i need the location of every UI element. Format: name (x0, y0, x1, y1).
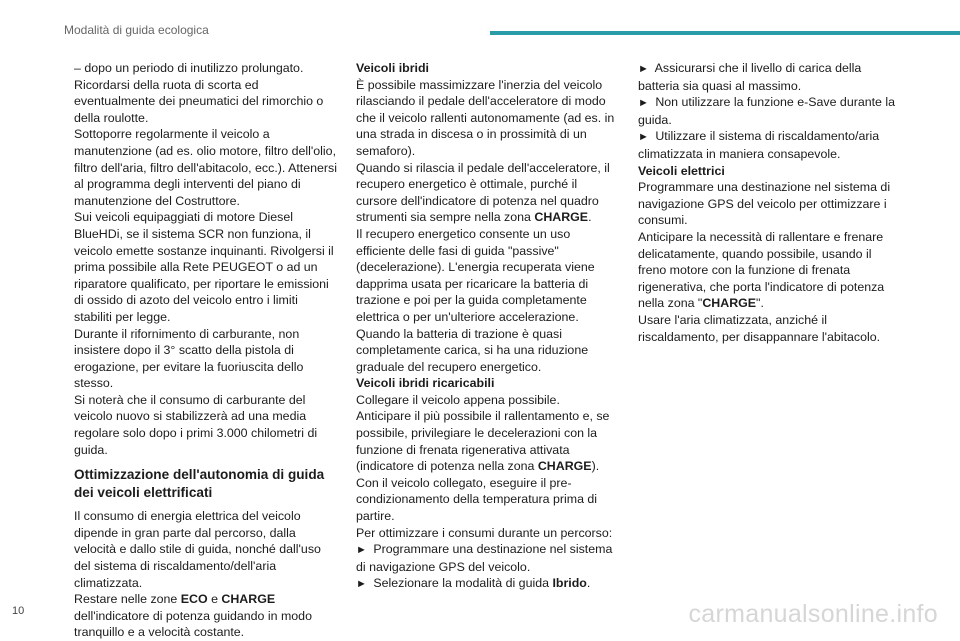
paragraph: Quando la batteria di trazione è quasi completamente carica, si ha una riduzione graduale del recupero energetico. (356, 326, 589, 374)
arrow-bullet-icon: ► (356, 578, 367, 591)
paragraph: Il consumo di energia elettrica del veicolo dipende in gran parte dal percorso, dalla velocità e dallo stile di guida, nonché dall'uso del sistema di riscaldamento/dell'aria climatizzata. (74, 509, 321, 590)
charge-label: CHARGE (537, 459, 592, 474)
paragraph: Sui veicoli equipaggiati di motore Diesel BlueHDi, se il sistema SCR non funziona, il veicolo emette sostanze inquinanti. Rivolgersi il prima possibile alla Rete PEUGEOT o ad un riparatore qualificato, per riportare le emissioni di ossido di azoto del veicolo entro i limiti stabiliti per legge. (74, 210, 334, 324)
subheading-hybrid: Veicoli ibridi (356, 61, 429, 75)
paragraph: Programmare una destinazione nel sistema di navigazione GPS del veicolo per ottimizzare i consumi. (638, 180, 891, 228)
paragraph: Si noterà che il consumo di carburante del veicolo nuovo si stabilizzerà ad una media regolare solo dopo i primi 3.000 chilometri di guida. (74, 392, 318, 457)
paragraph: Durante il rifornimento di carburante, non insistere dopo il 3° scatto della pistola di erogazione, per evitare la fuoriuscita dello stesso. (74, 326, 304, 391)
section-title: Modalità di guida ecologica (64, 23, 209, 37)
watermark: carmanualsonline.info (688, 600, 938, 628)
bullet-item: ► Assicurarsi che il livello di carica della batteria sia quasi al massimo. (638, 61, 862, 93)
arrow-bullet-icon: ► (638, 97, 649, 110)
paragraph: Restare nelle zone ECO e CHARGE dell'indicatore di potenza guidando in modo tranquillo e a velocità costante. (74, 592, 312, 640)
paragraph: Collegare il veicolo appena possibile. (356, 392, 560, 407)
section-heading: Ottimizzazione dell'autonomia di guida dei veicoli elettrificati (74, 467, 325, 500)
subheading-plugin-hybrid: Veicoli ibridi ricaricabili (356, 376, 495, 391)
bullet-item: ► Utilizzare il sistema di riscaldamento/aria climatizzata in maniera consapevole. (638, 129, 880, 161)
paragraph: Sottoporre regolarmente il veicolo a manutenzione (ad es. olio motore, filtro dell'olio, filtro dell'aria, filtro dell'abitacolo, ecc.). Attenersi al programma degli interventi del piano di manutenzione del Costruttore. (74, 127, 337, 208)
bullet-item: ► Selezionare la modalità di guida Ibrido. (356, 576, 591, 591)
arrow-bullet-icon: ► (638, 63, 649, 75)
column-3 (638, 60, 902, 345)
column-1 (74, 60, 338, 641)
charge-label: CHARGE (221, 592, 276, 607)
eco-label: ECO (180, 592, 208, 607)
subheading-electric: Veicoli elettrici (638, 163, 725, 178)
header-accent-bar (490, 31, 960, 35)
bullet-item: ► Non utilizzare la funzione e-Save durante la guida. (638, 95, 896, 127)
paragraph: Il recupero energetico consente un uso efficiente delle fasi di guida "passive" (decelerazione). L'energia recuperata viene dapprima usata per ricaricare la batteria di trazione e poi per la guida completamente elettrica o per un'ulteriore accelerazione. (356, 226, 595, 324)
charge-label: CHARGE (534, 210, 589, 225)
arrow-bullet-icon: ► (356, 544, 367, 557)
ibrido-label: Ibrido (552, 576, 587, 591)
page-number: 10 (12, 605, 25, 617)
paragraph: Quando si rilascia il pedale dell'acceleratore, il recupero energetico è ottimale, purché il cursore dell'indicatore di potenza nel quadro strumenti sia sempre nella zona CHARGE. (356, 160, 610, 225)
paragraph: Con il veicolo collegato, eseguire il pre-condizionamento della temperatura prima di partire. (356, 475, 598, 524)
paragraph: Usare l'aria climatizzata, anziché il riscaldamento, per disappannare l'abitacolo. (638, 312, 881, 344)
paragraph: – dopo un periodo di inutilizzo prolungato. Ricordarsi della ruota di scorta ed eventualmente dei pneumatici del rimorchio o della roulotte. (74, 61, 324, 125)
paragraph: È possibile massimizzare l'inerzia del veicolo rilasciando il pedale dell'acceleratore di modo che il veicolo rallenti autonomamente (ad es. in una strada in discesa o in prossimità di un semaforo). (356, 77, 615, 158)
charge-label: CHARGE (702, 296, 757, 311)
bullet-item: ► Programmare una destinazione nel sistema di navigazione GPS del veicolo. (356, 542, 613, 574)
arrow-bullet-icon: ► (638, 131, 649, 144)
paragraph: Anticipare la necessità di rallentare e frenare delicatamente, quando possibile, usando il freno motore con la funzione di frenata rigenerativa, che porta l'indicatore di potenza nella zona "CHARGE". (638, 229, 885, 311)
paragraph: Anticipare il più possibile il rallentamento e, se possibile, privilegiare le decelerazioni con la funzione di frenata rigenerativa attivata (indicatore di potenza nella zona CHARGE). (356, 409, 610, 474)
paragraph: Per ottimizzare i consumi durante un percorso: (356, 525, 613, 540)
column-2 (356, 60, 620, 593)
